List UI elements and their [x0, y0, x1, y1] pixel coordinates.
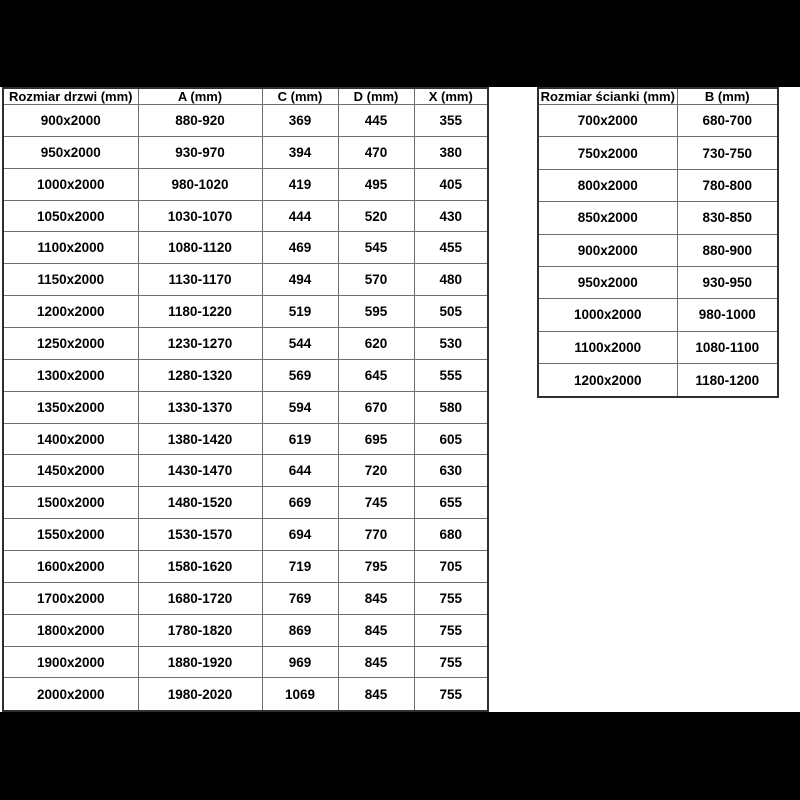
table-cell: 444	[262, 200, 338, 232]
table-cell: 530	[414, 328, 488, 360]
table-cell: 1180-1200	[677, 364, 778, 398]
door-size-table	[2, 87, 489, 712]
table-cell: 1780-1820	[138, 614, 262, 646]
table-cell: 705	[414, 551, 488, 583]
table-cell: 700x2000	[538, 105, 677, 137]
table-cell: 1980-2020	[138, 678, 262, 711]
table-cell: 1069	[262, 678, 338, 711]
table-cell: 1480-1520	[138, 487, 262, 519]
table-cell: 719	[262, 551, 338, 583]
table-row	[3, 105, 488, 137]
table-cell: 780-800	[677, 169, 778, 201]
table-row	[3, 232, 488, 264]
table-cell: 1250x2000	[3, 328, 138, 360]
table-cell: 845	[338, 678, 414, 711]
table-cell: 630	[414, 455, 488, 487]
table-cell: 769	[262, 582, 338, 614]
table-cell: 1530-1570	[138, 519, 262, 551]
table-cell: 845	[338, 614, 414, 646]
bottom-black-bar	[0, 712, 800, 800]
table-cell: 869	[262, 614, 338, 646]
table-cell: 680	[414, 519, 488, 551]
table-cell: 1330-1370	[138, 391, 262, 423]
table-cell: 430	[414, 200, 488, 232]
table-row	[3, 455, 488, 487]
table-cell: 595	[338, 296, 414, 328]
table-cell: 694	[262, 519, 338, 551]
table-row	[3, 678, 488, 711]
table-cell: 520	[338, 200, 414, 232]
table-row	[3, 519, 488, 551]
table-cell: 980-1000	[677, 299, 778, 331]
table-cell: 950x2000	[3, 136, 138, 168]
table-cell: 850x2000	[538, 202, 677, 234]
table-cell: 1430-1470	[138, 455, 262, 487]
table-cell: 1900x2000	[3, 646, 138, 678]
table-cell: 605	[414, 423, 488, 455]
table-cell: 900x2000	[3, 105, 138, 137]
table-cell: 880-900	[677, 234, 778, 266]
table-cell: 494	[262, 264, 338, 296]
table-cell: 620	[338, 328, 414, 360]
table-cell: 980-1020	[138, 168, 262, 200]
table-cell: 519	[262, 296, 338, 328]
table-cell: 900x2000	[538, 234, 677, 266]
table-cell: 680-700	[677, 105, 778, 137]
table-cell: 880-920	[138, 105, 262, 137]
table-cell: 1100x2000	[538, 331, 677, 363]
table-cell: 369	[262, 105, 338, 137]
table-cell: 1180-1220	[138, 296, 262, 328]
table-cell: 1680-1720	[138, 582, 262, 614]
table-cell: 1200x2000	[3, 296, 138, 328]
header-row	[538, 88, 778, 105]
table-row	[3, 391, 488, 423]
table-cell: 394	[262, 136, 338, 168]
table-cell: 569	[262, 359, 338, 391]
table-cell: 1030-1070	[138, 200, 262, 232]
table-cell: 1800x2000	[3, 614, 138, 646]
table-cell: 1050x2000	[3, 200, 138, 232]
table-row	[538, 331, 778, 363]
wall-size-table	[537, 87, 779, 398]
table-cell: 669	[262, 487, 338, 519]
table-cell: 1600x2000	[3, 551, 138, 583]
table-cell: 619	[262, 423, 338, 455]
table-cell: 1380-1420	[138, 423, 262, 455]
table-cell: 645	[338, 359, 414, 391]
table-cell: 730-750	[677, 137, 778, 169]
table-cell: 1300x2000	[3, 359, 138, 391]
table-cell: 455	[414, 232, 488, 264]
table-row	[3, 359, 488, 391]
table-cell: 594	[262, 391, 338, 423]
table-cell: 1700x2000	[3, 582, 138, 614]
table-row	[3, 582, 488, 614]
table-cell: 505	[414, 296, 488, 328]
table-cell: 1350x2000	[3, 391, 138, 423]
table-cell: 830-850	[677, 202, 778, 234]
table-cell: 1200x2000	[538, 364, 677, 398]
table-cell: 1000x2000	[538, 299, 677, 331]
table-cell: 570	[338, 264, 414, 296]
table-cell: 1080-1120	[138, 232, 262, 264]
table-row	[3, 328, 488, 360]
table-cell: 755	[414, 582, 488, 614]
column-header: X (mm)	[414, 88, 488, 105]
table-cell: 480	[414, 264, 488, 296]
table-cell: 1000x2000	[3, 168, 138, 200]
table-row	[538, 299, 778, 331]
table-cell: 950x2000	[538, 266, 677, 298]
column-header: D (mm)	[338, 88, 414, 105]
table-cell: 969	[262, 646, 338, 678]
table-cell: 355	[414, 105, 488, 137]
table-cell: 544	[262, 328, 338, 360]
table-row	[3, 296, 488, 328]
table-row	[3, 136, 488, 168]
column-header: Rozmiar drzwi (mm)	[3, 88, 138, 105]
table-row	[3, 168, 488, 200]
table-cell: 800x2000	[538, 169, 677, 201]
table-cell: 930-970	[138, 136, 262, 168]
table-cell: 755	[414, 614, 488, 646]
table-cell: 695	[338, 423, 414, 455]
table-cell: 545	[338, 232, 414, 264]
table-cell: 470	[338, 136, 414, 168]
table-row	[3, 423, 488, 455]
table-row	[538, 137, 778, 169]
table-row	[3, 646, 488, 678]
table-cell: 555	[414, 359, 488, 391]
table-cell: 644	[262, 455, 338, 487]
table-cell: 495	[338, 168, 414, 200]
table-cell: 845	[338, 646, 414, 678]
table-row	[538, 364, 778, 398]
table-cell: 655	[414, 487, 488, 519]
table-cell: 1580-1620	[138, 551, 262, 583]
table-row	[538, 266, 778, 298]
table-cell: 419	[262, 168, 338, 200]
table-cell: 580	[414, 391, 488, 423]
top-black-bar	[0, 0, 800, 87]
table-cell: 1150x2000	[3, 264, 138, 296]
table-cell: 1100x2000	[3, 232, 138, 264]
table-cell: 469	[262, 232, 338, 264]
table-cell: 670	[338, 391, 414, 423]
table-cell: 1880-1920	[138, 646, 262, 678]
column-header: C (mm)	[262, 88, 338, 105]
column-header: Rozmiar ścianki (mm)	[538, 88, 677, 105]
table-row	[3, 487, 488, 519]
table-cell: 445	[338, 105, 414, 137]
table-cell: 1080-1100	[677, 331, 778, 363]
table-cell: 1400x2000	[3, 423, 138, 455]
table-cell: 1280-1320	[138, 359, 262, 391]
table-cell: 1450x2000	[3, 455, 138, 487]
table-cell: 770	[338, 519, 414, 551]
table-cell: 755	[414, 678, 488, 711]
table-row	[3, 200, 488, 232]
table-row	[538, 169, 778, 201]
column-header: A (mm)	[138, 88, 262, 105]
table-cell: 2000x2000	[3, 678, 138, 711]
table-row	[538, 105, 778, 137]
table-cell: 1500x2000	[3, 487, 138, 519]
table-cell: 930-950	[677, 266, 778, 298]
header-row	[3, 88, 488, 105]
table-row	[3, 614, 488, 646]
table-cell: 1230-1270	[138, 328, 262, 360]
table-row	[538, 234, 778, 266]
table-cell: 380	[414, 136, 488, 168]
table-cell: 1130-1170	[138, 264, 262, 296]
table-cell: 755	[414, 646, 488, 678]
table-cell: 405	[414, 168, 488, 200]
table-cell: 720	[338, 455, 414, 487]
column-header: B (mm)	[677, 88, 778, 105]
table-cell: 1550x2000	[3, 519, 138, 551]
table-cell: 750x2000	[538, 137, 677, 169]
table-cell: 745	[338, 487, 414, 519]
table-row	[3, 551, 488, 583]
table-row	[3, 264, 488, 296]
table-cell: 845	[338, 582, 414, 614]
table-cell: 795	[338, 551, 414, 583]
table-row	[538, 202, 778, 234]
